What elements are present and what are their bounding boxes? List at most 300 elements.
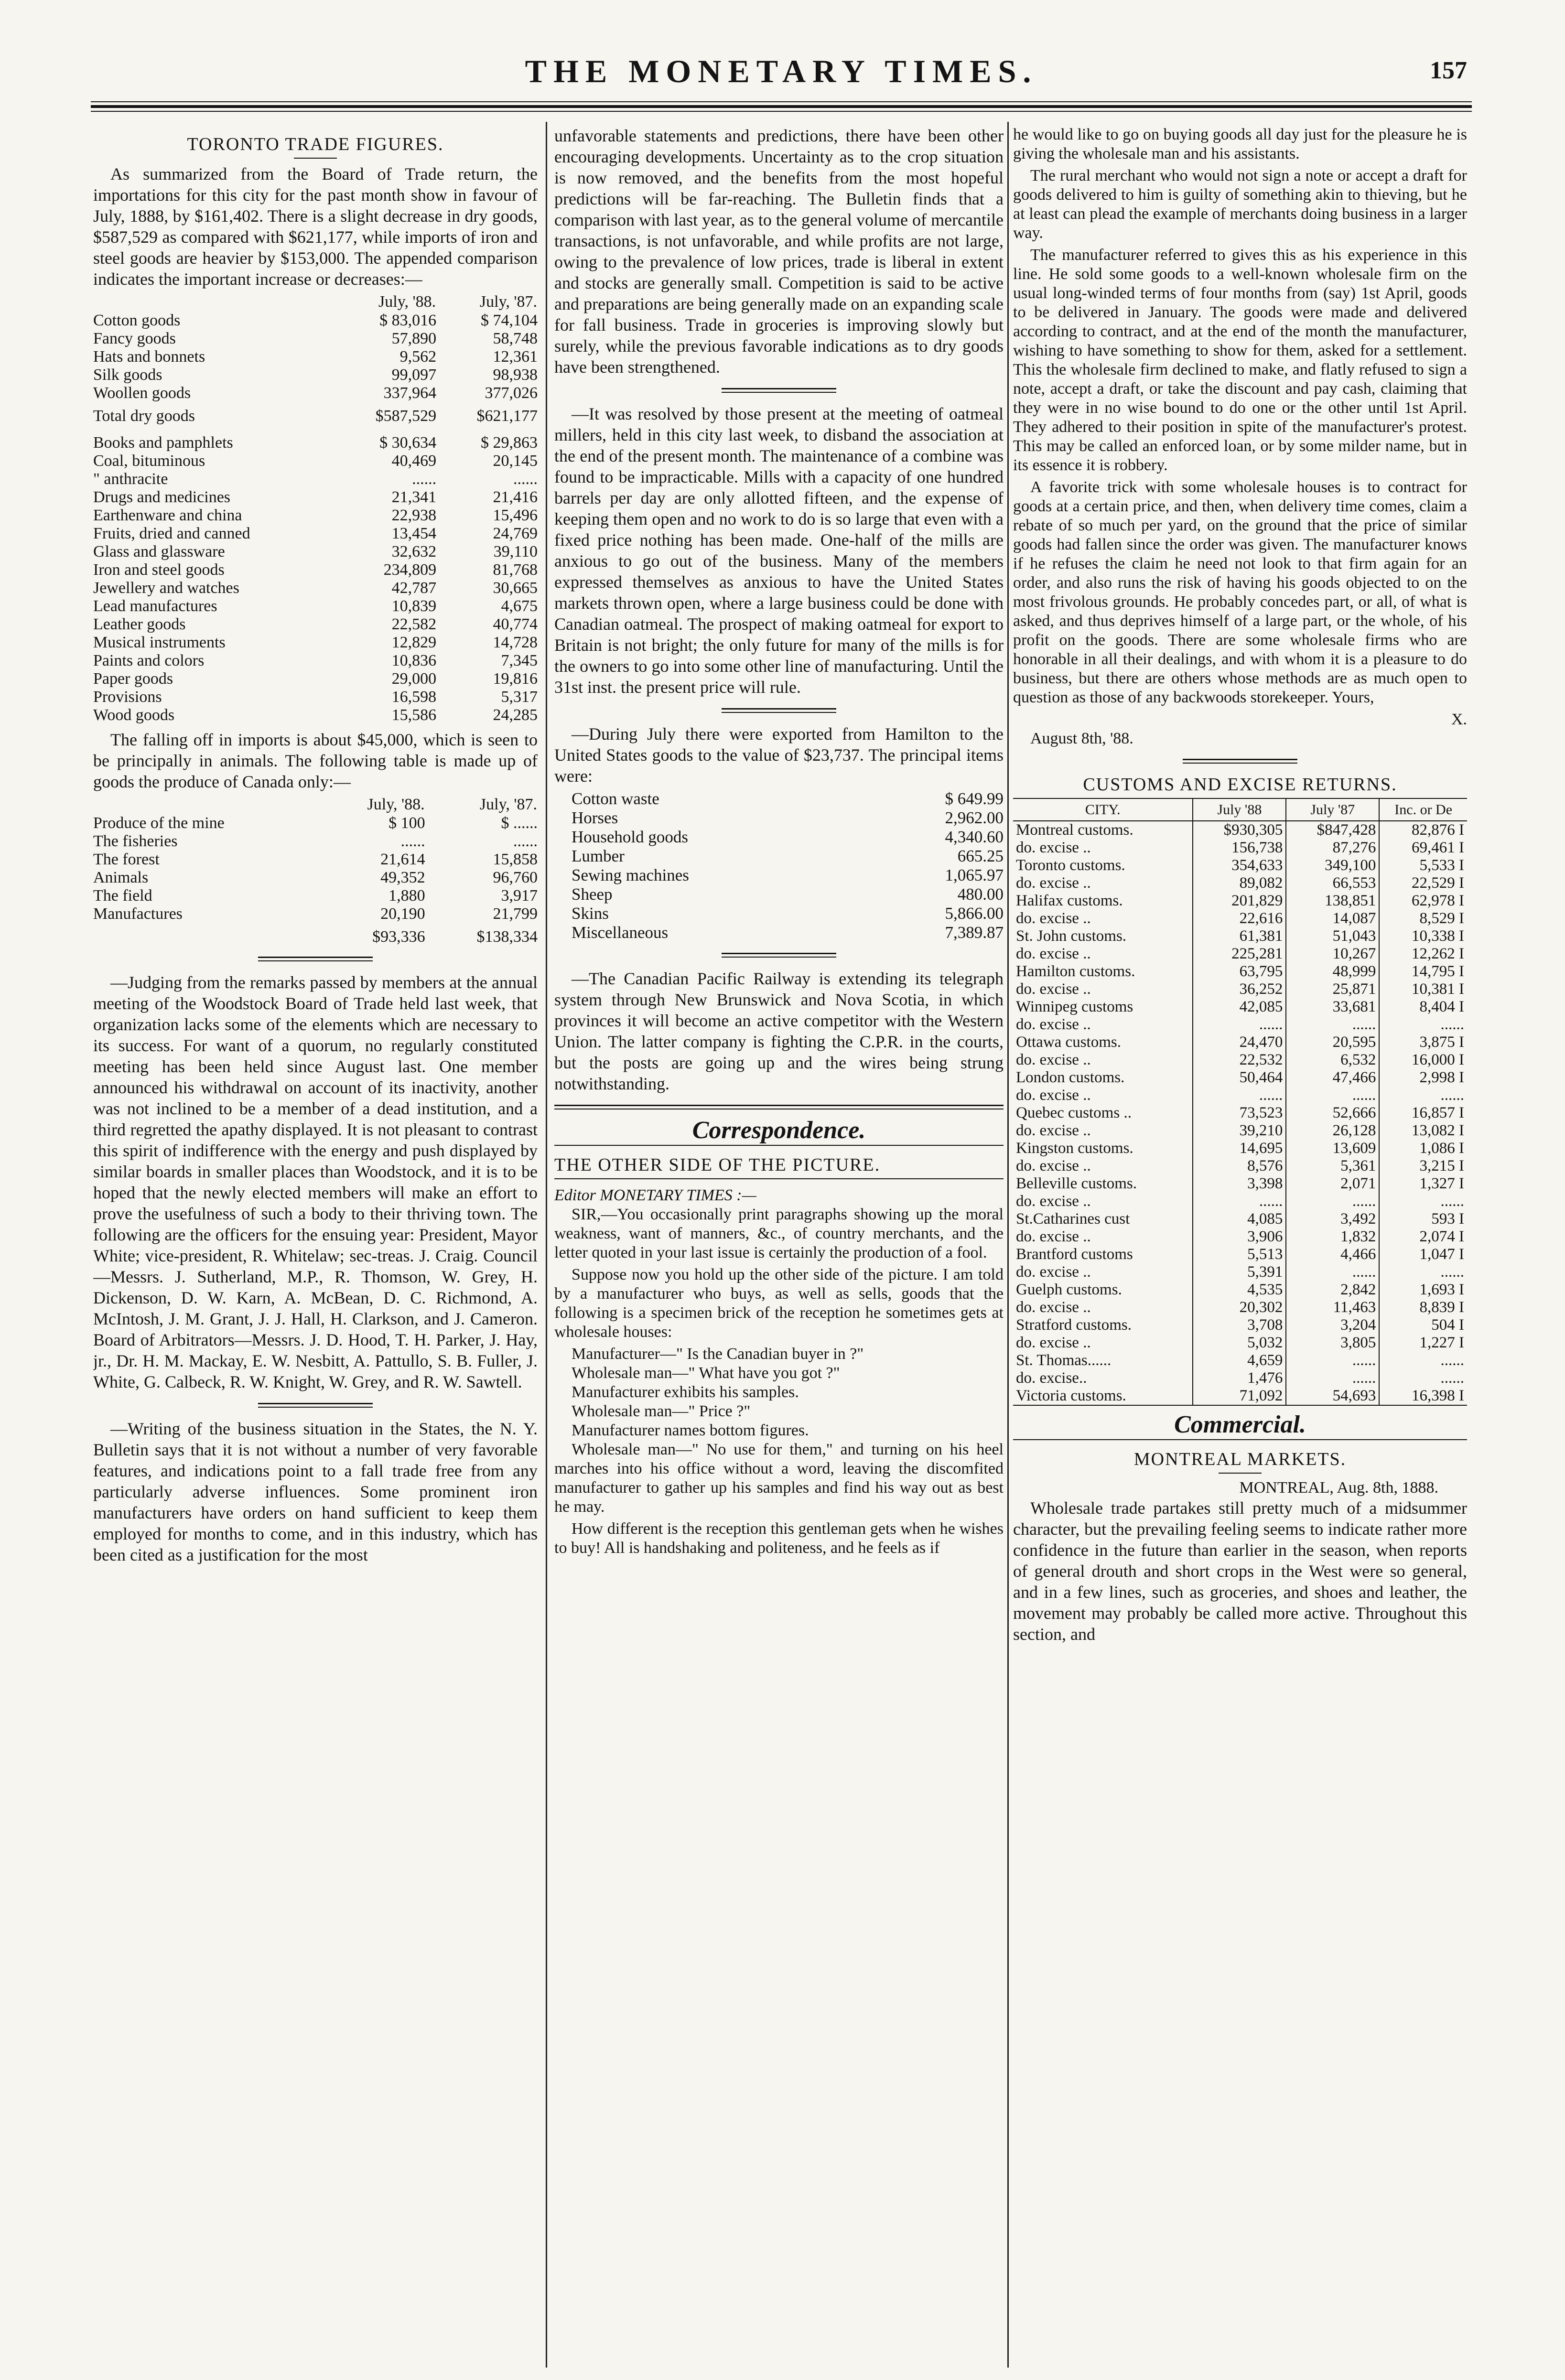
table-row: [93, 832, 538, 851]
table-cell: 30,665: [493, 579, 538, 597]
section-separator: [258, 957, 373, 961]
table-header: July, '88.: [378, 293, 436, 311]
table-cell: 5,533 I: [1379, 857, 1467, 874]
table-row: [1013, 857, 1467, 874]
table-cell: Paper goods: [93, 670, 173, 688]
table-cell: Fruits, dried and canned: [93, 525, 250, 542]
table-cell: Musical instruments: [93, 634, 226, 651]
table-cell: ......: [1286, 1369, 1379, 1387]
table-body: [1013, 821, 1467, 1405]
table-row: [93, 634, 538, 652]
section-heading: CUSTOMS AND EXCISE RETURNS.: [1083, 775, 1397, 795]
table-cell: Silk goods: [93, 366, 162, 384]
table-cell: 156,738: [1193, 839, 1286, 857]
list-item: [554, 808, 1004, 828]
table-cell: 5,513: [1193, 1246, 1286, 1263]
table-row: [93, 579, 538, 597]
table-cell: ......: [1379, 1087, 1467, 1104]
table-cell: 58,748: [493, 330, 538, 347]
table-row: [93, 869, 538, 887]
table-cell: 20,190: [380, 905, 425, 923]
table-cell: 42,085: [1193, 998, 1286, 1016]
table-cell: 3,805: [1286, 1334, 1379, 1352]
table-cell: Hats and bonnets: [93, 348, 205, 366]
table-cell: 32,632: [391, 543, 437, 560]
table-cell: Books and pamphlets: [93, 434, 233, 452]
table-cell: 138,851: [1286, 892, 1379, 910]
list-item-text: 665.25: [957, 847, 1004, 865]
table-cell: Coal, bituminous: [93, 452, 205, 470]
table-row: [1013, 874, 1467, 892]
table-cell: Provisions: [93, 688, 162, 706]
table-cell: 10,839: [391, 597, 437, 615]
table-cell: Kingston customs.: [1016, 1140, 1133, 1157]
letter-paragraph: The rural merchant who would not sign a note or accept a draft for goods delivered to him is guilty of something akin to thieving, but he at least can plead the example of merchants doing business in a larger way.: [1013, 167, 1467, 242]
table-row: [1013, 1263, 1467, 1281]
table-cell: Wood goods: [93, 706, 175, 724]
table-cell: 10,267: [1286, 945, 1379, 963]
section-separator: [722, 388, 836, 393]
list-item-text: 5,866.00: [945, 904, 1004, 923]
short-rule: [1219, 1473, 1262, 1474]
table-row: [93, 525, 538, 543]
table-cell: $ ......: [501, 814, 538, 832]
table-cell: Paints and colors: [93, 652, 205, 669]
table-cell: 13,082 I: [1379, 1122, 1467, 1140]
table-cell: 42,787: [391, 579, 437, 597]
table-cell: do. excise ..: [1016, 1193, 1091, 1210]
table-cell: do. excise ..: [1016, 1051, 1091, 1068]
table-cell: 3,215 I: [1379, 1157, 1467, 1175]
table-cell: 21,614: [380, 851, 425, 868]
table-cell: 52,666: [1286, 1104, 1379, 1122]
table-cell: 87,276: [1286, 839, 1379, 857]
table-cell: do. excise ..: [1016, 1334, 1091, 1351]
table-cell: 8,839 I: [1379, 1299, 1467, 1316]
article-paragraph: As summarized from the Board of Trade return, the importations for this city for the past month show in favour of July, 1888, by $161,402. There is a slight decrease in dry goods, $587,529 as compared with $621,177, while imports of iron and steel goods are heavier by $153,000. The appended comparison indicates the important increase or decreases:—: [93, 164, 538, 289]
table-cell: ......: [412, 470, 437, 488]
letter-paragraph: How different is the reception this gentleman gets when he wishes to buy! All is handshaking and politeness, and he feels as if: [554, 1520, 1004, 1557]
table-cell: 29,000: [391, 670, 437, 688]
table-cell: 99,097: [391, 366, 437, 384]
table-cell: $ 29,863: [481, 434, 538, 452]
table-header: July '87: [1286, 798, 1379, 821]
table-cell: 24,285: [493, 706, 538, 724]
table-cell: 5,361: [1286, 1157, 1379, 1175]
table-cell: 1,880: [389, 887, 425, 905]
table-cell: 12,829: [391, 634, 437, 651]
table-cell: St.Catharines cust: [1016, 1210, 1130, 1228]
table-row: [93, 561, 538, 579]
table-cell: Fancy goods: [93, 330, 176, 347]
table-cell: The fisheries: [93, 832, 178, 850]
dialogue-line: Manufacturer names bottom figures.: [572, 1422, 809, 1439]
article-paragraph: The falling off in imports is about $45,000, which is seen to be principally in animals. The following table is made up of goods the produce of Canada only:—: [93, 730, 538, 791]
table-cell: 25,871: [1286, 980, 1379, 998]
table-cell: St. Thomas......: [1016, 1352, 1112, 1369]
table-cell: 54,693: [1286, 1387, 1379, 1405]
table-row: [1013, 1069, 1467, 1087]
table-cell: 13,454: [391, 525, 437, 542]
table-cell: 36,252: [1193, 980, 1286, 998]
table-cell: Ottawa customs.: [1016, 1034, 1121, 1051]
table-cell: 98,938: [493, 366, 538, 384]
table-body: [93, 425, 538, 724]
table-cell: Produce of the mine: [93, 814, 225, 832]
table-cell: ......: [1286, 1087, 1379, 1104]
table-row: [1013, 1316, 1467, 1334]
table-cell: 39,110: [493, 543, 538, 560]
dry-goods-table: [93, 292, 538, 724]
table-cell: 1,227 I: [1379, 1334, 1467, 1352]
table-cell: Quebec customs ..: [1016, 1104, 1132, 1121]
table-cell: 1,693 I: [1379, 1281, 1467, 1299]
customs-table: [1013, 798, 1467, 1406]
table-cell: 4,659: [1193, 1352, 1286, 1369]
table-cell: 5,317: [501, 688, 538, 706]
table-cell: 4,466: [1286, 1246, 1379, 1263]
table-row: [93, 425, 538, 452]
table-cell: do. excise ..: [1016, 1122, 1091, 1139]
canada-produce-table: [93, 795, 538, 946]
article-paragraph: —During July there were exported from Hamilton to the United States goods to the value of $23,737. The principal items were:: [554, 724, 1004, 786]
table-row: [1013, 1087, 1467, 1104]
table-row: [1013, 927, 1467, 945]
table-cell: Drugs and medicines: [93, 488, 231, 506]
letter-date: August 8th, '88.: [1030, 730, 1133, 747]
table-row: [1013, 1387, 1467, 1405]
table-cell: 14,087: [1286, 910, 1379, 927]
table-cell: " anthracite: [93, 470, 168, 488]
table-cell: 2,071: [1286, 1175, 1379, 1193]
table-cell: Cotton goods: [93, 312, 181, 329]
table-cell: 225,281: [1193, 945, 1286, 963]
table-cell: ......: [513, 832, 538, 850]
list-item-text: 480.00: [957, 885, 1004, 904]
article-paragraph: —The Canadian Pacific Railway is extending its telegraph system through New Brunswick and Nova Scotia, in which provinces it will become an active competitor with the Western Union. The latter company is fighting the C.P.R. in the courts, but the posts are going up and the wires being strung notwithstanding.: [554, 969, 1004, 1093]
table-cell: $930,305: [1193, 821, 1286, 839]
table-cell: $621,177: [476, 407, 538, 425]
page-number: 157: [1430, 57, 1467, 84]
list-item: [554, 789, 1004, 808]
table-cell: 5,032: [1193, 1334, 1286, 1352]
table-cell: 4,535: [1193, 1281, 1286, 1299]
table-cell: Animals: [93, 869, 149, 886]
table-cell: 349,100: [1286, 857, 1379, 874]
table-cell: ......: [1193, 1016, 1286, 1034]
table-cell: 16,398 I: [1379, 1387, 1467, 1405]
table-cell: 5,391: [1193, 1263, 1286, 1281]
list-item-text: Skins: [572, 904, 609, 923]
table-cell: 22,938: [391, 506, 437, 524]
list-item-text: Horses: [572, 808, 618, 827]
table-cell: 1,476: [1193, 1369, 1286, 1387]
column-divider: [546, 122, 547, 2368]
table-row: [1013, 1299, 1467, 1316]
dialogue-list: [554, 1345, 1004, 1440]
column-2: [554, 125, 1004, 2366]
table-row: [93, 814, 538, 832]
table-row: [1013, 1016, 1467, 1034]
table-cell: 354,633: [1193, 857, 1286, 874]
list-item-text: 4,340.60: [945, 828, 1004, 846]
table-cell: 40,469: [391, 452, 437, 470]
table-body: [93, 814, 538, 923]
table-cell: 3,492: [1286, 1210, 1379, 1228]
table-cell: 71,092: [1193, 1387, 1286, 1405]
table-cell: do. excise ..: [1016, 1263, 1091, 1281]
section-heading: MONTREAL MARKETS.: [1133, 1449, 1347, 1469]
table-cell: do. excise ..: [1016, 945, 1091, 962]
table-cell: do. excise ..: [1016, 910, 1091, 927]
table-row: [1013, 1140, 1467, 1157]
table-cell: ......: [1193, 1087, 1286, 1104]
table-cell: do. excise ..: [1016, 1016, 1091, 1033]
list-item: [554, 866, 1004, 885]
section-heading: TORONTO TRADE FIGURES.: [187, 134, 444, 154]
table-cell: [93, 923, 318, 946]
table-cell: 69,461 I: [1379, 839, 1467, 857]
letter-paragraph: Wholesale man—" No use for them," and turning on his heel marches into his office without a word, leaving the discomfited manufacturer to gather up his samples and find his way out as best he may.: [554, 1441, 1004, 1516]
table-cell: Belleville customs.: [1016, 1175, 1137, 1192]
table-cell: 20,595: [1286, 1034, 1379, 1051]
list-item-text: Sewing machines: [572, 866, 689, 884]
table-row: [93, 330, 538, 348]
table-cell: 3,204: [1286, 1316, 1379, 1334]
table-cell: 6,532: [1286, 1051, 1379, 1069]
table-cell: 24,470: [1193, 1034, 1286, 1051]
list-item: [554, 904, 1004, 923]
table-cell: do. excise ..: [1016, 839, 1091, 856]
column-1: [93, 125, 538, 2366]
table-row: [93, 543, 538, 561]
column-3: [1013, 125, 1467, 2366]
table-cell: 16,598: [391, 688, 437, 706]
table-cell: The forest: [93, 851, 160, 868]
list-item-text: Cotton waste: [572, 789, 659, 808]
table-cell: 22,529 I: [1379, 874, 1467, 892]
short-rule: [294, 158, 337, 159]
table-cell: ......: [1286, 1193, 1379, 1210]
table-cell: 96,760: [493, 869, 538, 886]
table-cell: 13,609: [1286, 1140, 1379, 1157]
table-cell: Halifax customs.: [1016, 892, 1123, 909]
table-cell: ......: [1379, 1369, 1467, 1387]
table-cell: 8,404 I: [1379, 998, 1467, 1016]
table-row: [93, 312, 538, 330]
letter-signature: X.: [1451, 711, 1467, 728]
list-item-text: 7,389.87: [945, 923, 1004, 942]
table-cell: 14,695: [1193, 1140, 1286, 1157]
dialogue-line: Manufacturer exhibits his samples.: [572, 1383, 799, 1401]
table-cell: ......: [513, 470, 538, 488]
table-cell: ......: [1379, 1193, 1467, 1210]
table-row: [1013, 1369, 1467, 1387]
table-row: [93, 688, 538, 706]
dialogue-line: Wholesale man—" What have you got ?": [572, 1364, 840, 1382]
header-rule-thin: [91, 101, 1472, 102]
table-cell: 51,043: [1286, 927, 1379, 945]
table-row: [1013, 1157, 1467, 1175]
table-cell: 73,523: [1193, 1104, 1286, 1122]
header-rule-thin-lower: [91, 111, 1472, 112]
section-separator: [722, 953, 836, 958]
dialogue-line: Manufacturer—" Is the Canadian buyer in ?": [572, 1345, 864, 1363]
table-row: [1013, 839, 1467, 857]
table-row: [1013, 1228, 1467, 1246]
table-cell: 16,857 I: [1379, 1104, 1467, 1122]
table-row: [93, 488, 538, 506]
exports-list: [554, 789, 1004, 942]
table-cell: 10,381 I: [1379, 980, 1467, 998]
table-cell: Total dry goods: [93, 407, 195, 425]
table-cell: Winnipeg customs: [1016, 998, 1133, 1015]
table-cell: 3,906: [1193, 1228, 1286, 1246]
table-header: July, '87.: [479, 293, 537, 311]
table-cell: 1,047 I: [1379, 1246, 1467, 1263]
letter-title: THE OTHER SIDE OF THE PICTURE.: [554, 1155, 881, 1175]
table-row: [1013, 1034, 1467, 1051]
correspondence-heading: Correspondence.: [692, 1117, 866, 1144]
table-row: [93, 670, 538, 688]
table-row: [93, 506, 538, 525]
table-cell: $ 74,104: [481, 312, 538, 329]
table-cell: $847,428: [1286, 821, 1379, 839]
table-cell: 50,464: [1193, 1069, 1286, 1087]
table-cell: Earthenware and china: [93, 506, 242, 524]
letter-paragraph: Suppose now you hold up the other side of the picture. I am told by a manufacturer who buys, as well as sells, goods that the following is a specimen brick of the reception he sometimes gets at wholesale houses:: [554, 1266, 1004, 1341]
table-row: [93, 615, 538, 634]
table-cell: 21,416: [493, 488, 538, 506]
list-item: [554, 885, 1004, 904]
section-separator: [554, 1105, 1004, 1109]
table-cell: ......: [400, 832, 425, 850]
table-row: [93, 452, 538, 470]
column-divider: [1007, 122, 1009, 2368]
list-item-text: Miscellaneous: [572, 923, 669, 942]
table-cell: 4,085: [1193, 1210, 1286, 1228]
table-cell: 3,708: [1193, 1316, 1286, 1334]
table-cell: The field: [93, 887, 152, 905]
table-row: [93, 366, 538, 384]
table-cell: 14,728: [493, 634, 538, 651]
table-cell: 337,964: [383, 384, 437, 402]
table-cell: Stratford customs.: [1016, 1316, 1132, 1334]
table-row: [1013, 1122, 1467, 1140]
table-cell: 3,398: [1193, 1175, 1286, 1193]
table-cell: 33,681: [1286, 998, 1379, 1016]
table-cell: 66,553: [1286, 874, 1379, 892]
table-cell: 82,876 I: [1379, 821, 1467, 839]
table-row: [1013, 1210, 1467, 1228]
table-cell: 10,338 I: [1379, 927, 1467, 945]
table-header: CITY.: [1013, 798, 1193, 821]
table-row: [1013, 1193, 1467, 1210]
article-paragraph: Wholesale trade partakes still pretty much of a midsummer character, but the prevailing feeling seems to indicate rather more confidence in the future than earlier in the season, when reports of general drouth and short crops in the West were so general, and in a few lines, such as groceries, and shoes and leather, the movement may probably be called more active. Throughout this section, and: [1013, 1498, 1467, 1644]
table-cell: Toronto customs.: [1016, 857, 1125, 874]
table-cell: 16,000 I: [1379, 1051, 1467, 1069]
list-item: [554, 847, 1004, 866]
table-cell: $93,336: [372, 928, 425, 946]
letter-salutation: Editor MONETARY TIMES :—: [554, 1186, 756, 1204]
table-cell: 2,842: [1286, 1281, 1379, 1299]
table-row: [93, 470, 538, 488]
table-cell: Woollen goods: [93, 384, 191, 402]
section-separator: [1183, 759, 1297, 764]
table-cell: 62,978 I: [1379, 892, 1467, 910]
table-row: [1013, 1334, 1467, 1352]
table-cell: 3,917: [501, 887, 538, 905]
table-row: [93, 706, 538, 724]
table-cell: Montreal customs.: [1016, 821, 1133, 839]
table-cell: 22,532: [1193, 1051, 1286, 1069]
table-cell: 39,210: [1193, 1122, 1286, 1140]
table-row: [1013, 1051, 1467, 1069]
table-row: [1013, 998, 1467, 1016]
article-paragraph: —Judging from the remarks passed by members at the annual meeting of the Woodstock Board of Trade held last week, that organization lacks some of the elements which are necessary to its success. For want of a quorum, no regularly constituted meeting has been held since August last. One member announced his withdrawal on account of its inactivity, another was not inclined to be a member of a dead institution, and a third regretted the apathy displayed. It is not pleasant to contrast this spirit of indifference with the energy and push displayed by similar boards in smaller places than Woodstock, and it is to be hoped that the newly elected members will make an effort to prove the usefulness of such a body to their thriving town. The following are the officers for the ensuing year: President, Mayor White; vice-president, R. Whitelaw; sec-treas. J. Craig. Council—Messrs. J. Sutherland, M.P., R. Thomson, W. Grey, H. Dickenson, D. W. Karn, A. McBean, D. C. Richmond, A. McIntosh, J. M. Grant, J. J. Hall, H. Clarkson, and J. Cameron. Board of Arbitrators—Messrs. J. D. Hood, T. H. Parker, J. Hay, jr., Dr. H. M. Mackay, E. W. Nesbitt, A. Pattullo, S. B. Fuller, J. White, G. Calbeck, R. W. Knight, W. Grey, and R. W. Sawtell.: [93, 973, 538, 1391]
table-cell: 48,999: [1286, 963, 1379, 980]
table-cell: 20,145: [493, 452, 538, 470]
table-cell: 24,769: [493, 525, 538, 542]
list-item: [554, 828, 1004, 847]
table-row: [1013, 821, 1467, 839]
list-item: [554, 923, 1004, 942]
table-cell: 15,496: [493, 506, 538, 524]
table-cell: ......: [1286, 1263, 1379, 1281]
table-cell: 63,795: [1193, 963, 1286, 980]
article-paragraph: —Writing of the business situation in the States, the N. Y. Bulletin says that it is not without a number of very favorable features, and indications point to a fall trade free from any particularly adverse influences. Some prominent iron manufacturers have orders on hand sufficient to keep them employed for months to come, and in this industry, which has been cited as a justification for the most: [93, 1419, 538, 1564]
table-cell: 15,858: [493, 851, 538, 868]
table-cell: 81,768: [493, 561, 538, 579]
table-cell: 377,026: [485, 384, 538, 402]
table-cell: do. excise ..: [1016, 1157, 1091, 1174]
table-cell: ......: [1379, 1016, 1467, 1034]
table-cell: 8,576: [1193, 1157, 1286, 1175]
commercial-heading: Commercial.: [1174, 1411, 1306, 1438]
table-cell: 7,345: [501, 652, 538, 669]
table-cell: 1,086 I: [1379, 1140, 1467, 1157]
table-cell: 9,562: [399, 348, 437, 366]
letter-paragraph: The manufacturer referred to gives this as his experience in this line. He sold some goods to a well-known wholesale firm on the usual long-winded terms of four months from (say) 1st April, goods to be delivered in January. The goods were made and delivered according to contract, and at the end of the month the manufacturer, wishing to have something to show for them, asked for a settlement. This the wholesale firm declined to make, and flatly refused to sign a note, accept a draft, or take the discount and pay cash, claiming that they were in no wise bound to do one or the other until 1st April. They adhered to their position in spite of the manufacturer's protest. This may be called an enforced loan, or by some milder name, but in its essence it is robbery.: [1013, 246, 1467, 474]
list-item-text: Household goods: [572, 828, 689, 846]
table-cell: $587,529: [375, 407, 437, 425]
list-item-text: Sheep: [572, 885, 613, 904]
list-item-text: 2,962.00: [945, 808, 1004, 827]
table-cell: St. John customs.: [1016, 927, 1127, 945]
list-item-text: Lumber: [572, 847, 625, 865]
table-row: [93, 905, 538, 923]
table-cell: Manufactures: [93, 905, 183, 923]
table-row: [1013, 1246, 1467, 1263]
masthead: [91, 53, 1472, 91]
table-cell: do. excise..: [1016, 1369, 1087, 1387]
table-cell: London customs.: [1016, 1069, 1125, 1086]
table-cell: 2,074 I: [1379, 1228, 1467, 1246]
table-header: July, '87.: [479, 796, 537, 813]
table-cell: do. excise ..: [1016, 1299, 1091, 1316]
table-row: [1013, 980, 1467, 998]
table-cell: ......: [1193, 1193, 1286, 1210]
table-row: [1013, 1281, 1467, 1299]
table-cell: ......: [1379, 1263, 1467, 1281]
section-separator: [722, 708, 836, 713]
table-cell: 26,128: [1286, 1122, 1379, 1140]
table-cell: Iron and steel goods: [93, 561, 225, 579]
table-row: [93, 652, 538, 670]
table-cell: 14,795 I: [1379, 963, 1467, 980]
table-row: [1013, 910, 1467, 927]
table-cell: 21,341: [391, 488, 437, 506]
